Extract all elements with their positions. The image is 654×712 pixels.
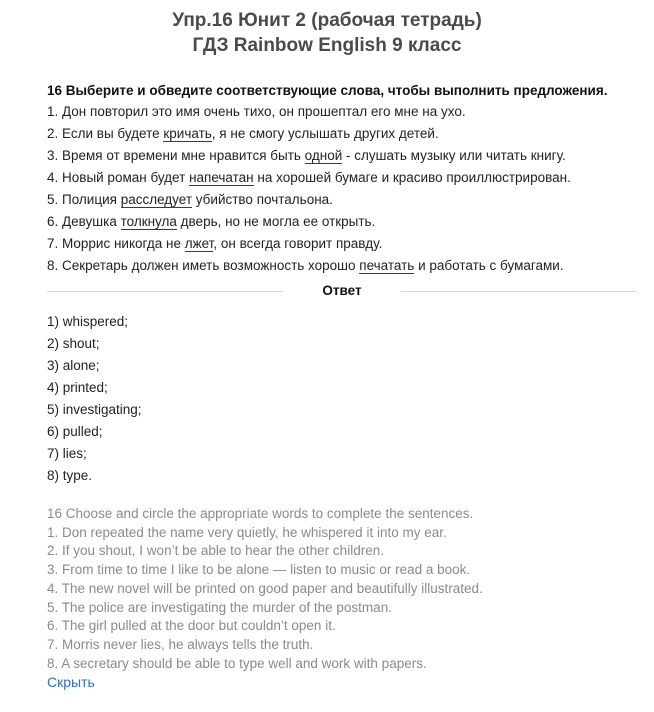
underlined-word: лжет <box>184 236 214 251</box>
sentence-text: , он всегда говорит правду. <box>213 236 383 251</box>
sentence-text: 2. Если вы будете <box>47 126 164 141</box>
answer-label: Ответ <box>322 283 362 298</box>
divider-line-right <box>401 291 637 292</box>
sentence-text: , я не смогу услышать других детей. <box>211 126 439 141</box>
underlined-word: одной <box>304 148 343 163</box>
translation-block <box>47 505 637 691</box>
task-sentences <box>47 101 637 277</box>
answer-list <box>47 311 637 487</box>
answer-item: 5) investigating; <box>47 402 142 417</box>
sentence-text: 3. Время от времени мне нравится быть <box>47 148 305 163</box>
sentence-text: 7. Моррис никогда не <box>47 236 185 251</box>
title-line-1: Упр.16 Юнит 2 (рабочая тетрадь) <box>172 10 482 31</box>
task-sentence <box>47 123 637 145</box>
translation-line: 2. If you shout, I won’t be able to hear the other children. <box>47 543 384 559</box>
task-heading: 16 Выберите и обведите соответствующие слова, чтобы выполнить предложения. <box>47 83 608 98</box>
answer-item: 7) lies; <box>47 446 87 461</box>
underlined-word: расследует <box>120 192 193 207</box>
translation-line: 3. From time to time I like to be alone — listen to music or read a book. <box>47 562 471 578</box>
translation-line: 7. Morris never lies, he always tells the truth. <box>47 636 314 652</box>
task-sentence <box>47 211 637 233</box>
answer-item: 4) printed; <box>47 380 108 395</box>
hide-translation-link[interactable]: Скрыть <box>47 674 95 691</box>
translation-line: 1. Don repeated the name very quietly, he whispered it into my ear. <box>47 524 447 540</box>
underlined-word: напечатан <box>189 170 254 185</box>
page-title <box>0 8 654 58</box>
title-line-2: ГДЗ Rainbow English 9 класс <box>192 35 462 56</box>
answer-item: 2) shout; <box>47 336 100 351</box>
sentence-text: - слушать музыку или читать книгу. <box>342 148 566 163</box>
sentence-text: на хорошей бумаге и красиво проиллюстрирован. <box>253 170 571 185</box>
answer-item: 8) type. <box>47 468 93 483</box>
sentence-text: дверь, но не могла ее открыть. <box>176 214 376 229</box>
underlined-word: печатать <box>359 258 415 273</box>
translation-line: 6. The girl pulled at the door but couldn’t open it. <box>47 618 336 634</box>
sentence-text: убийство почтальона. <box>192 192 333 207</box>
sentence-text: и работать с бумагами. <box>414 258 564 273</box>
sentence-text: 5. Полиция <box>47 192 121 207</box>
underlined-word: толкнула <box>120 214 177 229</box>
translation-line: 8. A secretary should be able to type well and work with papers. <box>47 655 427 671</box>
translation-line: 4. The new novel will be printed on good paper and beautifully illustrated. <box>47 580 483 596</box>
task-sentence <box>47 145 637 167</box>
answer-item: 3) alone; <box>47 358 100 373</box>
task-sentence <box>47 255 637 277</box>
task-sentence <box>47 189 637 211</box>
sentence-text: 4. Новый роман будет <box>47 170 190 185</box>
answer-divider <box>47 281 637 301</box>
translation-heading: 16 Choose and circle the appropriate words to complete the sentences. <box>47 506 474 521</box>
task-sentence <box>47 167 637 189</box>
sentence-text: 6. Девушка <box>47 214 121 229</box>
sentence-text: 1. Дон повторил это имя очень тихо, он прошептал его мне на ухо. <box>47 104 466 119</box>
underlined-word: кричать <box>163 126 212 141</box>
answer-item: 6) pulled; <box>47 424 103 439</box>
answer-item: 1) whispered; <box>47 314 129 329</box>
task-sentence <box>47 233 637 255</box>
content <box>47 81 637 691</box>
translation-line: 5. The police are investigating the murder of the postman. <box>47 599 392 615</box>
task-sentence <box>47 101 637 123</box>
sentence-text: 8. Секретарь должен иметь возможность хорошо <box>47 258 360 273</box>
